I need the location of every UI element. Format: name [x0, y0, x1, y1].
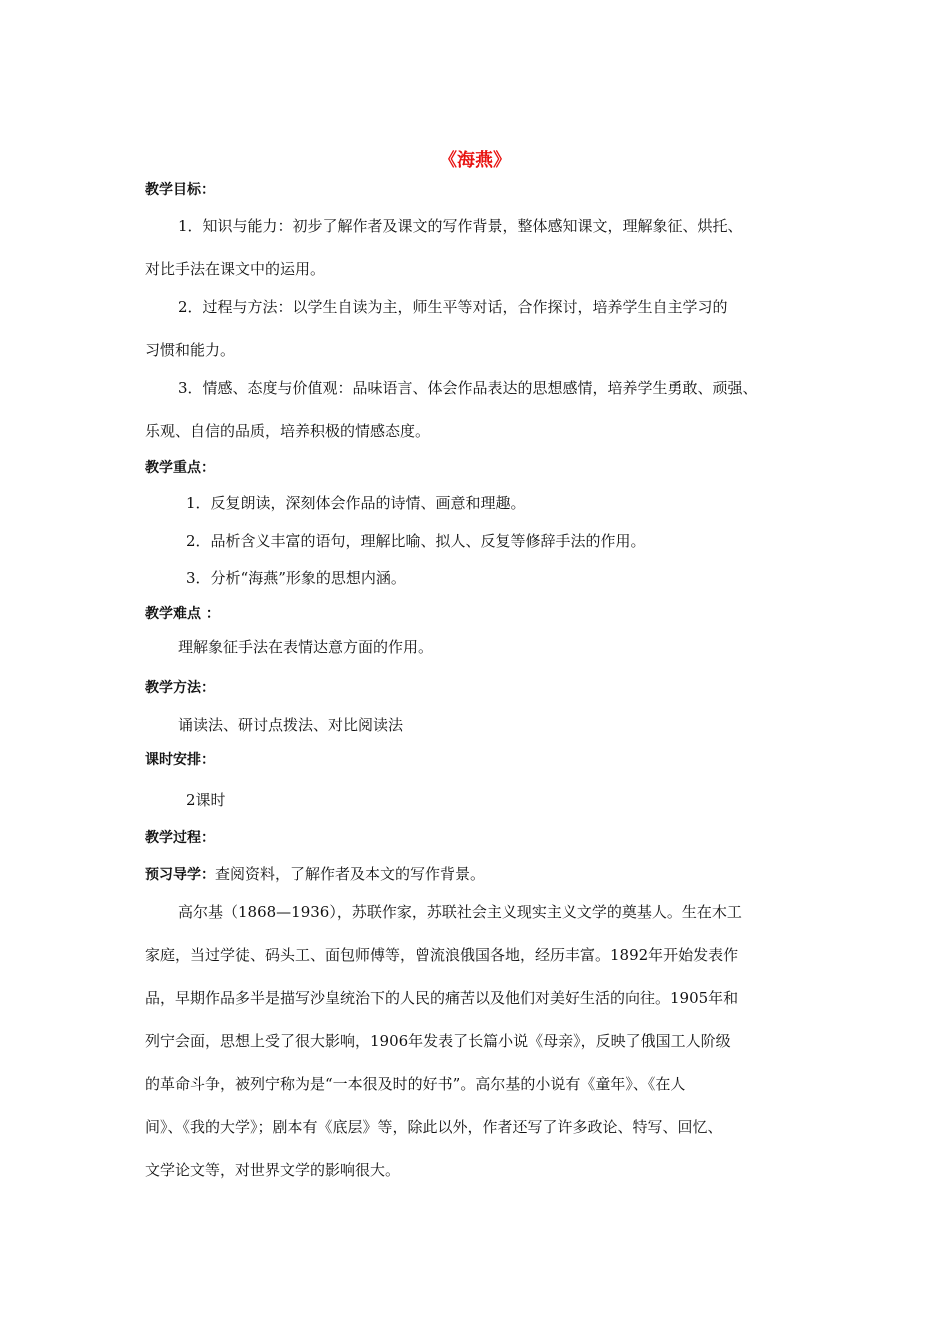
- bio-line-3: 品，早期作品多半是描写沙皇统治下的人民的痛苦以及他们对美好生活的向往。1905年和: [145, 989, 739, 1007]
- key-point-2: 2．品析含义丰富的语句，理解比喻、拟人、反复等修辞手法的作用。: [186, 532, 646, 550]
- document-title: 《海燕》: [439, 150, 511, 171]
- method-heading: 教学方法：: [145, 680, 215, 696]
- preview-label: 预习导学：: [145, 867, 215, 883]
- method-text: 诵读法、研讨点拨法、对比阅读法: [178, 716, 404, 734]
- process-heading: 教学过程：: [145, 830, 215, 846]
- goal-1-line-2: 对比手法在课文中的运用。: [145, 260, 326, 278]
- goals-heading: 教学目标：: [145, 182, 215, 198]
- schedule-text: 2课时: [186, 791, 226, 809]
- bio-line-2: 家庭，当过学徒、码头工、面包师傅等，曾流浪俄国各地，经历丰富。1892年开始发表作: [145, 946, 739, 964]
- key-points-heading: 教学重点：: [145, 460, 215, 476]
- bio-line-6: 间》、《我的大学》；剧本有《底层》等，除此以外，作者还写了许多政论、特写、回忆、: [145, 1118, 723, 1136]
- difficulty-text: 理解象征手法在表情达意方面的作用。: [178, 638, 434, 656]
- bio-line-1: 高尔基（1868—1936），苏联作家，苏联社会主义现实主义文学的奠基人。生在木工: [178, 903, 742, 921]
- bio-line-7: 文学论文等，对世界文学的影响很大。: [145, 1161, 401, 1179]
- bio-line-4: 列宁会面，思想上受了很大影响，1906年发表了长篇小说《母亲》，反映了俄国工人阶级: [145, 1032, 731, 1050]
- preview-text: 查阅资料，了解作者及本文的写作背景。: [215, 865, 486, 883]
- goal-2-line-2: 习惯和能力。: [145, 341, 236, 359]
- goal-3-line-2: 乐观、自信的品质，培养积极的情感态度。: [145, 422, 431, 440]
- goal-3-line-1: 3．情感、态度与价值观：品味语言、体会作品表达的思想感情，培养学生勇敢、顽强、: [178, 379, 758, 397]
- key-point-3: 3．分析“海燕”形象的思想内涵。: [186, 569, 406, 587]
- bio-line-5: 的革命斗争，被列宁称为是“一本很及时的好书”。高尔基的小说有《童年》、《在人: [145, 1075, 686, 1093]
- preview-line: [145, 864, 485, 885]
- key-point-1: 1．反复朗读，深刻体会作品的诗情、画意和理趣。: [186, 494, 526, 512]
- goal-1-line-1: 1．知识与能力：初步了解作者及课文的写作背景，整体感知课文，理解象征、烘托、: [178, 217, 743, 235]
- schedule-heading: 课时安排：: [145, 752, 215, 768]
- difficulty-heading: 教学难点 ：: [145, 606, 220, 622]
- goal-2-line-1: 2．过程与方法：以学生自读为主，师生平等对话，合作探讨，培养学生自主学习的: [178, 298, 728, 316]
